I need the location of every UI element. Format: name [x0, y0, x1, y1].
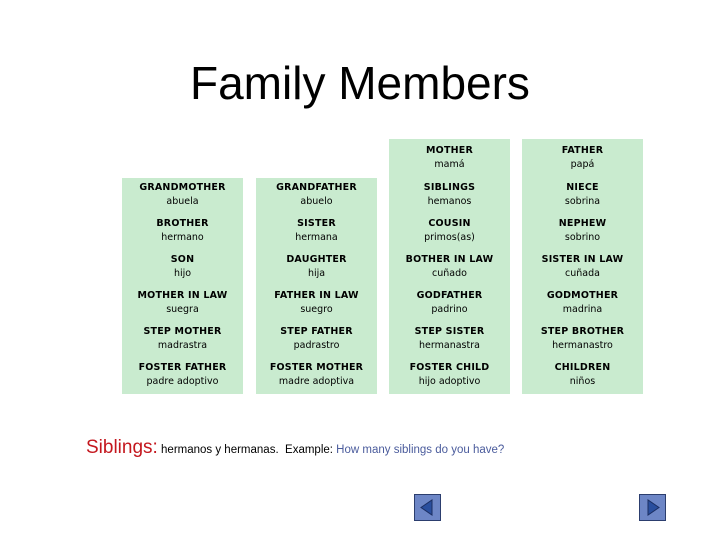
vocab-cell [256, 325, 377, 355]
spanish-term: abuela [166, 196, 199, 207]
english-term: SISTER [297, 218, 336, 229]
vocab-cell [256, 181, 377, 211]
keyword-siblings: Siblings [86, 437, 153, 458]
spanish-term: sobrino [564, 232, 601, 243]
spanish-term: madre adoptiva [278, 376, 355, 387]
page-title: Family Members [190, 57, 530, 109]
spanish-term: papá [570, 159, 595, 170]
vocab-cell [522, 289, 643, 319]
triangle-right-icon [640, 495, 665, 520]
spanish-term: hijo [173, 268, 192, 279]
spanish-term: hija [307, 268, 326, 279]
spanish-term: padre adoptivo [146, 376, 219, 387]
spanish-term: hermana [295, 232, 338, 243]
vocab-cell [522, 217, 643, 247]
spanish-term: suegra [166, 304, 199, 315]
spanish-term: padrino [431, 304, 468, 315]
vocab-cell [122, 289, 243, 319]
vocab-cell [522, 181, 643, 211]
english-term: COUSIN [428, 218, 471, 229]
english-term: FATHER IN LAW [274, 290, 359, 301]
vocab-cell [389, 361, 510, 391]
example-question: How many siblings do you have? [336, 444, 505, 456]
spanish-term: niños [569, 376, 596, 387]
vocab-cell [122, 253, 243, 283]
english-term: NIECE [566, 182, 599, 193]
vocab-cell [256, 289, 377, 319]
spanish-term: madrina [562, 304, 603, 315]
vocab-cell [389, 144, 510, 174]
vocab-cell [389, 181, 510, 211]
keyword-colon: : [152, 437, 158, 458]
spanish-term: hermanastra [419, 340, 480, 351]
english-term: STEP MOTHER [143, 326, 222, 337]
vocab-cell [122, 325, 243, 355]
english-term: GRANDFATHER [276, 182, 357, 193]
vocab-column-3 [389, 139, 510, 394]
english-term: STEP BROTHER [540, 326, 625, 337]
spanish-term: cuñada [565, 268, 600, 279]
vocab-cell [522, 253, 643, 283]
vocab-cell [122, 217, 243, 247]
spanish-term: madrastra [157, 340, 208, 351]
vocab-column-4 [522, 139, 643, 394]
spanish-term: suegro [300, 304, 333, 315]
english-term: FOSTER CHILD [409, 362, 490, 373]
vocab-cell [522, 361, 643, 391]
english-term: SISTER IN LAW [541, 254, 624, 265]
english-term: CHILDREN [554, 362, 611, 373]
vocab-cell [256, 361, 377, 391]
spanish-term: hermano [161, 232, 204, 243]
spanish-term: hijo adoptivo [418, 376, 481, 387]
back-button[interactable] [414, 494, 441, 521]
spanish-term: hemanos [427, 196, 472, 207]
english-term: GRANDMOTHER [139, 182, 226, 193]
vocab-column-1 [122, 178, 243, 394]
english-term: SON [170, 254, 195, 265]
spanish-term: primos(as) [424, 232, 475, 243]
spanish-term: abuelo [300, 196, 333, 207]
english-term: GODFATHER [416, 290, 483, 301]
english-term: GODMOTHER [546, 290, 619, 301]
vocab-cell [522, 325, 643, 355]
vocab-cell [389, 217, 510, 247]
vocab-cell [122, 361, 243, 391]
definition-text: hermanos y hermanas. Example: [157, 444, 337, 456]
english-term: DAUGHTER [286, 254, 347, 265]
english-term: SIBLINGS [423, 182, 476, 193]
english-term: MOTHER IN LAW [137, 290, 228, 301]
english-term: STEP SISTER [414, 326, 485, 337]
triangle-left-icon [415, 495, 440, 520]
spanish-term: cuñado [432, 268, 467, 279]
english-term: STEP FATHER [280, 326, 353, 337]
english-term: FOSTER MOTHER [269, 362, 364, 373]
vocab-cell [389, 253, 510, 283]
english-term: FOSTER FATHER [138, 362, 227, 373]
spanish-term: padrastro [293, 340, 340, 351]
siblings-definition [86, 437, 504, 459]
vocab-cell [122, 181, 243, 211]
vocab-cell [256, 217, 377, 247]
vocab-cell [389, 289, 510, 319]
vocab-cell [522, 144, 643, 174]
english-term: MOTHER [426, 145, 473, 156]
english-term: BOTHER IN LAW [405, 254, 494, 265]
vocab-column-2 [256, 178, 377, 394]
english-term: NEPHEW [558, 218, 607, 229]
spanish-term: mamá [434, 159, 465, 170]
english-term: BROTHER [156, 218, 209, 229]
spanish-term: sobrina [564, 196, 601, 207]
spanish-term: hermanastro [552, 340, 613, 351]
forward-button[interactable] [639, 494, 666, 521]
vocab-cell [389, 325, 510, 355]
vocab-cell [256, 253, 377, 283]
english-term: FATHER [561, 145, 604, 156]
